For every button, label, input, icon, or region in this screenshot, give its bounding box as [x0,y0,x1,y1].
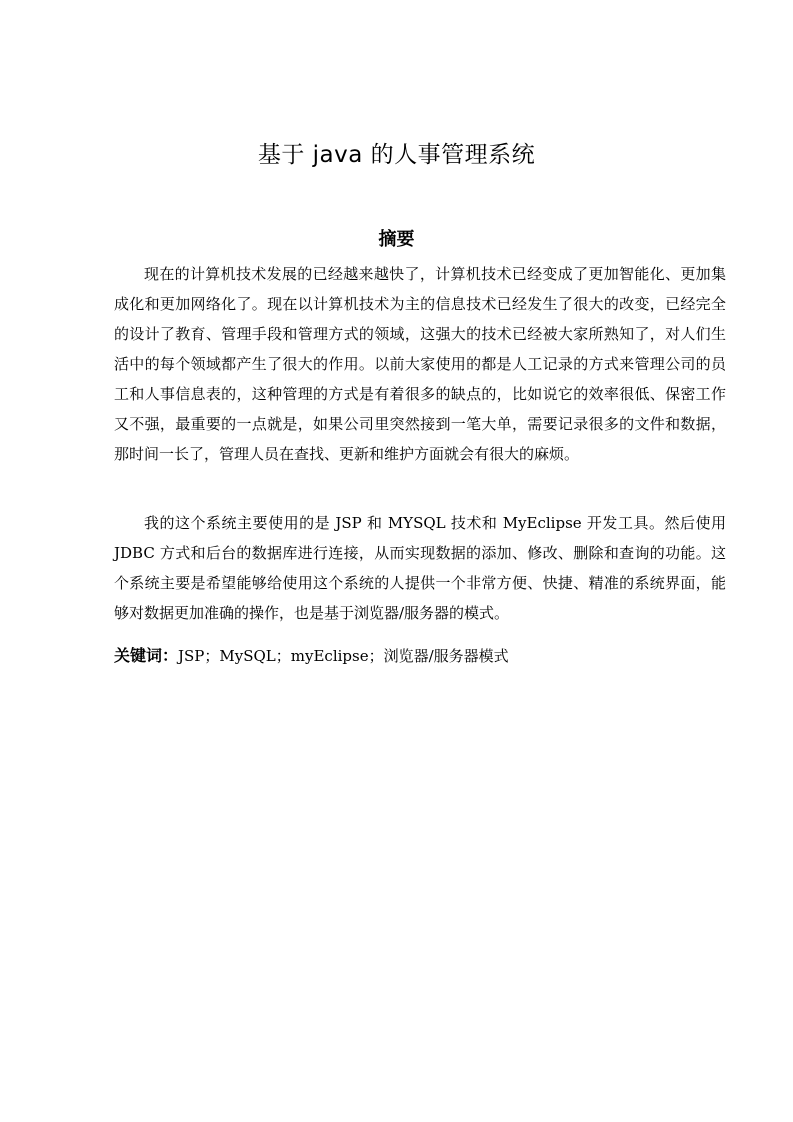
document-title: 基于 java 的人事管理系统 [257,142,536,168]
abstract-paragraph-2: 我的这个系统主要使用的是 JSP 和 MYSQL 技术和 MyEclipse 开发工具。然后使用 JDBC 方式和后台的数据库进行连接，从而实现数据的添加、修改、删除和查询的功能。这个系统主要是希望能够给使用这个系统的人提供一个非常方便、快捷、精准的系统界面，能够对数据更加准确的操作，也是基于浏览器/服务器的模式。 [114,514,726,622]
keywords-line [114,641,726,671]
keywords-label: 关键词： [114,646,179,665]
abstract-heading: 摘要 [378,229,415,250]
keywords-text: JSP；MySQL；myEclipse；浏览器/服务器模式 [178,647,509,665]
abstract-paragraph-1: 现在的计算机技术发展的已经越来越快了，计算机技术已经变成了更加智能化、更加集成化和更加网络化了。现在以计算机技术为主的信息技术已经发生了很大的改变，已经完全的设计了教育、管理手段和管理方式的领域，这强大的技术已经被大家所熟知了，对人们生活中的每个领域都产生了很大的作用。以前大家使用的都是人工记录的方式来管理公司的员工和人事信息表的，这种管理的方式是有着很多的缺点的，比如说它的效率很低、保密工作又不强，最重要的一点就是，如果公司里突然接到一笔大单，需要记录很多的文件和数据，那时间一长了，管理人员在查找、更新和维护方面就会有很大的麻烦。 [114,265,726,463]
